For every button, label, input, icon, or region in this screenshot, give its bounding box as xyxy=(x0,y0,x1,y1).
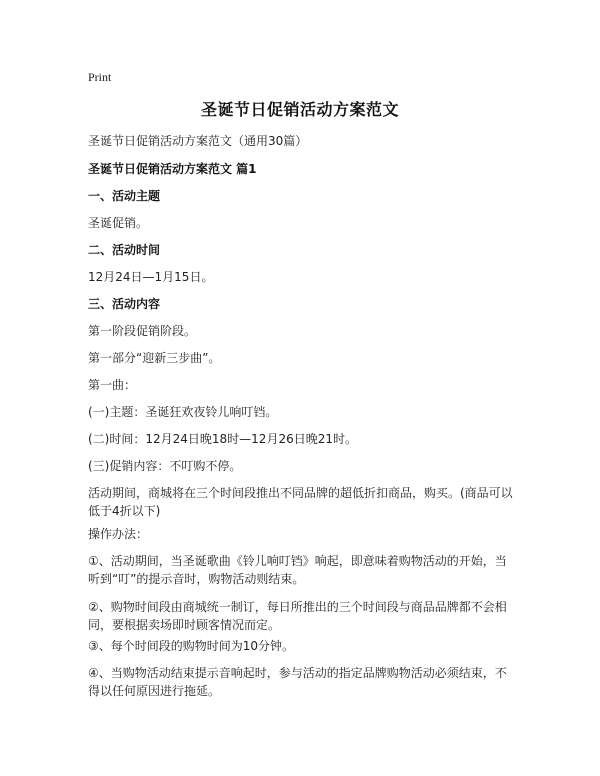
document-title: 圣诞节日促销活动方案范文 xyxy=(200,100,399,119)
paragraph-time: 12月24日—1月15日。 xyxy=(88,270,214,284)
paragraph-theme: 圣诞促销。 xyxy=(88,216,149,230)
paragraph-subject: (一)主题：圣诞狂欢夜铃儿响叮铛。 xyxy=(88,405,278,419)
heading-activity-theme: 一、活动主题 xyxy=(88,189,161,203)
paragraph-promo-content: (三)促销内容：不叮购不停。 xyxy=(88,459,242,473)
paragraph-first-song: 第一曲： xyxy=(88,378,137,392)
paragraph-part-one: 第一部分“迎新三步曲”。 xyxy=(88,351,221,365)
paragraph-stage-one: 第一阶段促销阶段。 xyxy=(88,324,197,338)
paragraph-rule-1: ①、活动期间，当圣诞歌曲《铃儿响叮铛》响起，即意味着购物活动的开始，当听到“叮”的提示音时，购物活动则结束。 xyxy=(88,554,507,586)
document-subtitle: 圣诞节日促销活动方案范文（通用30篇） xyxy=(88,134,308,148)
print-label: Print xyxy=(88,70,112,84)
heading-activity-time: 二、活动时间 xyxy=(88,243,161,257)
paragraph-activity-period: 活动期间，商城将在三个时间段推出不同品牌的超低折扣商品，购买。(商品可以低于4折以下) xyxy=(88,486,513,518)
paragraph-rule-4: ④、当购物活动结束提示音响起时，参与活动的指定品牌购物活动必须结束，不得以任何原因进行拖延。 xyxy=(88,666,507,698)
paragraph-schedule: (二)时间：12月24日晚18时—12月26日晚21时。 xyxy=(88,432,357,446)
paragraph-method-label: 操作办法： xyxy=(88,527,149,541)
section-title: 圣诞节日促销活动方案范文 篇1 xyxy=(88,162,257,176)
heading-activity-content: 三、活动内容 xyxy=(88,297,161,311)
paragraph-rule-2: ②、购物时间段由商城统一制订，每日所推出的三个时间段与商品品牌都不会相同，要根据卖场即时顾客情况而定。 xyxy=(88,600,507,632)
paragraph-rule-3: ③、每个时间段的购物时间为10分钟。 xyxy=(88,639,295,653)
